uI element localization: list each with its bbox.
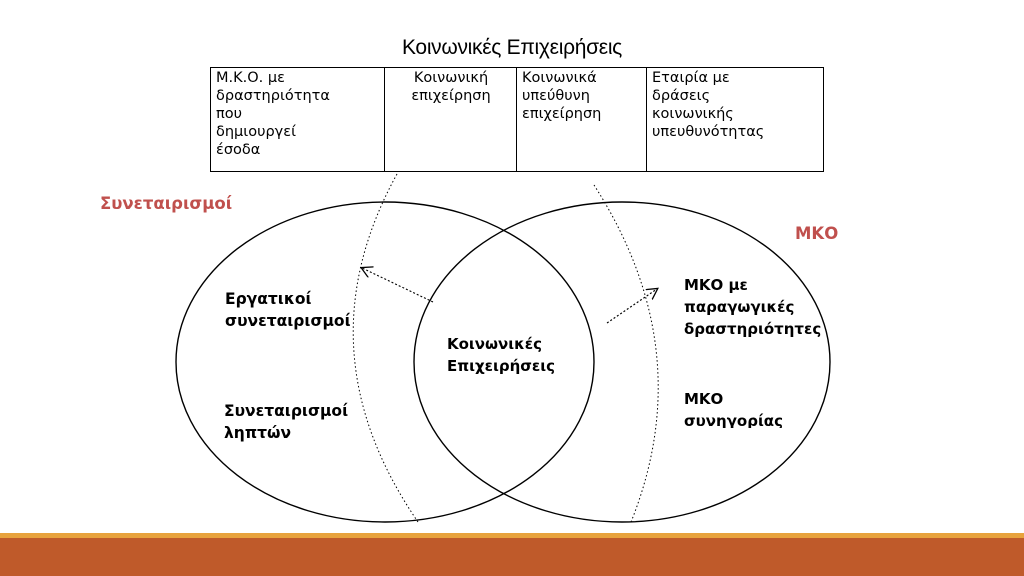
ngo-label: ΜΚΟ	[795, 224, 839, 243]
table-cell-social-enterprise: Κοινωνική επιχείρηση	[385, 68, 517, 172]
arrow-left	[362, 268, 433, 302]
social-enterprises-label: Κοινωνικές Επιχειρήσεις	[447, 335, 556, 375]
table-cell-socially-responsible-business: Κοινωνικά υπεύθυνη επιχείρηση	[517, 68, 647, 172]
table-cell-csr-company: Εταιρία με δράσεις κοινωνικής υπευθυνότητας	[647, 68, 824, 172]
dotted-boundary-left	[353, 174, 418, 522]
recipient-cooperatives-label: Συνεταιρισμοί ληπτών	[224, 402, 349, 442]
advocacy-ngo-label: ΜΚΟ συνηγορίας	[684, 390, 784, 428]
worker-cooperatives-label: Εργατικοί συνεταιρισμοί	[225, 290, 351, 330]
productive-ngo-label: ΜΚΟ με παραγωγικές δραστηριότητες	[684, 276, 822, 338]
footer-bar	[0, 538, 1024, 576]
cooperatives-label: Συνεταιρισμοί	[100, 194, 233, 213]
table-cell-ngo-with-income: Μ.Κ.Ο. με δραστηριότητα που δημιουργεί έσοδα	[211, 68, 385, 172]
dotted-boundary-right	[594, 185, 658, 522]
arrow-right	[607, 289, 657, 323]
slide-title: Κοινωνικές Επιχειρήσεις	[401, 36, 623, 59]
